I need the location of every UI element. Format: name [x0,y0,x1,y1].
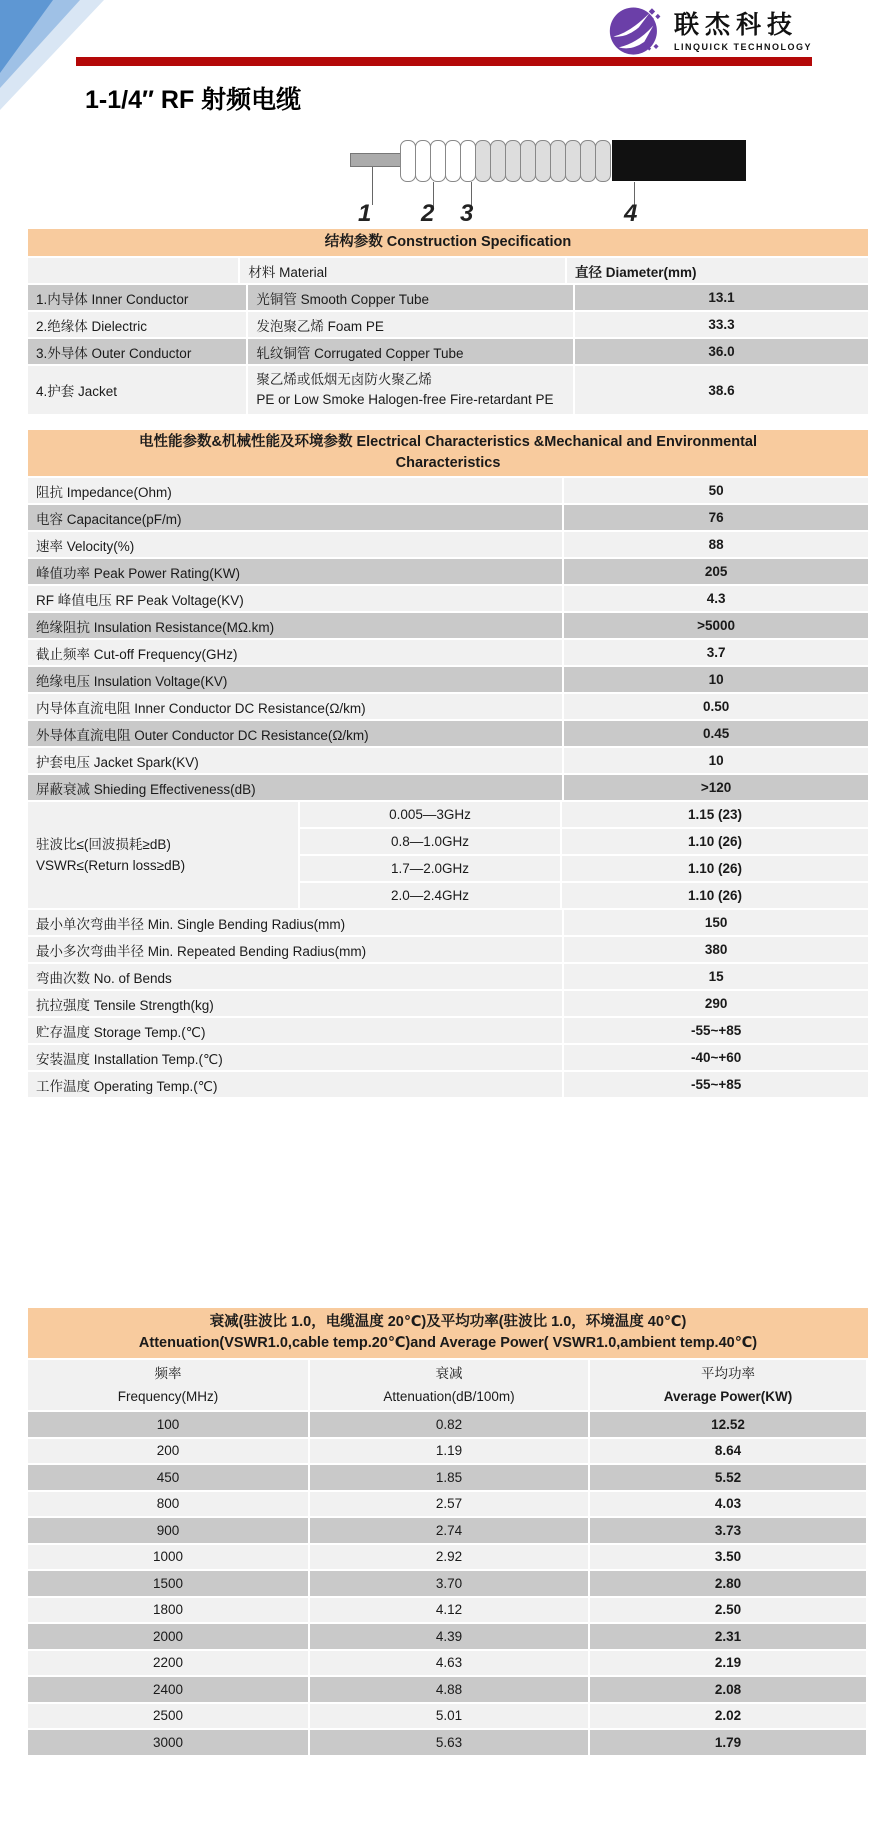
table-row [28,694,868,719]
table-row [28,1412,868,1437]
column-header-attenuation-cn: 衰减 [435,1366,463,1381]
outer-conductor-segment [535,140,551,182]
vswr-section [28,802,868,908]
cell-frequency-range: 2.0—2.4GHz [300,883,560,908]
cell-material: 发泡聚乙烯 Foam PE [248,312,573,337]
cell-frequency: 1800 [28,1598,308,1623]
table-row [28,775,868,800]
cell-component-name: 1.内导体 Inner Conductor [28,285,246,310]
vswr-label-line2: VSWR≤(Return loss≥dB) [36,858,186,873]
cell-parameter-value: 88 [564,532,868,557]
table-row [28,505,868,530]
cell-material: 轧纹铜管 Corrugated Copper Tube [248,339,573,364]
cell-vswr-value: 1.15 (23) [562,802,868,827]
table-row [28,910,868,935]
cell-attenuation: 1.19 [310,1439,588,1464]
attenuation-table-header [28,1308,868,1358]
vswr-label-line1: 驻波比≤(回波损耗≥dB) [36,837,171,852]
column-header-attenuation [310,1360,588,1410]
cell-average-power: 5.52 [590,1465,866,1490]
vswr-rows [300,802,868,908]
cell-parameter-label: 屏蔽衰减 Shieding Effectiveness(dB) [28,775,562,800]
cell-parameter-label: 峰值功率 Peak Power Rating(KW) [28,559,562,584]
column-header-average-power [590,1360,866,1410]
column-header-material: 材料 Material [240,258,565,283]
cell-parameter-value: -40~+60 [564,1045,868,1070]
cell-average-power: 2.80 [590,1571,866,1596]
company-name-cn: 联杰科技 [674,10,799,39]
attenuation-table-title-line1: 衰减(驻波比 1.0，电缆温度 20℃)及平均功率(驻波比 1.0，环境温度 40℃) [209,1314,687,1330]
cell-parameter-label: 弯曲次数 No. of Bends [28,964,562,989]
cell-attenuation: 4.88 [310,1677,588,1702]
cell-parameter-value: -55~+85 [564,1018,868,1043]
cell-vswr-value: 1.10 (26) [562,883,868,908]
cell-average-power: 2.31 [590,1624,866,1649]
table-row [28,258,868,283]
cell-frequency-range: 1.7—2.0GHz [300,856,560,881]
table-row [28,640,868,665]
cell-average-power: 3.50 [590,1545,866,1570]
cell-average-power: 12.52 [590,1412,866,1437]
cell-parameter-value: 0.45 [564,721,868,746]
table-row [28,1018,868,1043]
cell-parameter-value: 10 [564,748,868,773]
column-header-frequency-en: Frequency(MHz) [117,1389,219,1404]
cell-average-power: 2.50 [590,1598,866,1623]
cell-attenuation: 2.57 [310,1492,588,1517]
cell-frequency: 2200 [28,1651,308,1676]
dielectric-segment [460,140,476,182]
column-header-frequency [28,1360,308,1410]
table-row [28,613,868,638]
table-row [28,366,868,414]
table-row [28,991,868,1016]
cell-component-name: 4.护套 Jacket [28,366,246,414]
cell-average-power: 4.03 [590,1492,866,1517]
cell-frequency: 200 [28,1439,308,1464]
cell-diameter-value: 36.0 [575,339,868,364]
material-line-cn: 聚乙烯或低烟无卤防火聚乙烯 [256,372,432,387]
table-row [28,559,868,584]
cell-parameter-value: 50 [564,478,868,503]
table-row [28,721,868,746]
cell-parameter-value: >5000 [564,613,868,638]
cell-average-power: 3.73 [590,1518,866,1543]
construction-table [28,229,868,414]
diagram-number: 3 [460,200,474,227]
cell-frequency: 900 [28,1518,308,1543]
outer-conductor-segment [520,140,536,182]
table-row [28,1465,868,1490]
cell-parameter-label: 工作温度 Operating Temp.(℃) [28,1072,562,1097]
column-header-attenuation-en: Attenuation(dB/100m) [383,1389,515,1404]
diagram-number: 1 [358,200,372,227]
table-row [28,478,868,503]
table-row [28,339,868,364]
table-row [28,964,868,989]
cell-attenuation: 4.12 [310,1598,588,1623]
cell-average-power: 8.64 [590,1439,866,1464]
construction-table-title: 结构参数 Construction Specification [324,234,572,250]
cell-attenuation: 3.70 [310,1571,588,1596]
company-logo-icon [608,2,666,60]
outer-conductor-segment [595,140,611,182]
page-title: 1-1/4″ RF 射频电缆 [85,86,302,114]
dielectric-segment [400,140,416,182]
cell-component-name: 3.外导体 Outer Conductor [28,339,246,364]
cell-parameter-value: 15 [564,964,868,989]
table-row [28,748,868,773]
empty-header-cell [28,258,238,283]
header-divider-bar [76,57,812,66]
callout-line [372,167,373,205]
cell-diameter-value: 33.3 [575,312,868,337]
table-row [28,1598,868,1623]
cell-parameter-label: 内导体直流电阻 Inner Conductor DC Resistance(Ω/km) [28,694,562,719]
cell-parameter-label: 速率 Velocity(%) [28,532,562,557]
cell-parameter-label: RF 峰值电压 RF Peak Voltage(KV) [28,586,562,611]
cell-diameter-value: 13.1 [575,285,868,310]
cell-component-name: 2.绝缘体 Dielectric [28,312,246,337]
cell-parameter-value: 3.7 [564,640,868,665]
cell-diameter-value: 38.6 [575,366,868,414]
electrical-table-header [28,430,868,476]
outer-conductor-segment [505,140,521,182]
cell-material-lines [256,366,553,414]
cell-vswr-value: 1.10 (26) [562,856,868,881]
cable-diagram [340,138,760,233]
dielectric-segment [430,140,446,182]
cell-parameter-label: 绝缘阻抗 Insulation Resistance(MΩ.km) [28,613,562,638]
table-row [28,532,868,557]
table-row [28,1045,868,1070]
table-row [28,1677,868,1702]
material-line-en: PE or Low Smoke Halogen-free Fire-retardant PE [256,392,554,407]
cell-parameter-value: 76 [564,505,868,530]
vswr-sub-row [300,802,868,827]
vswr-sub-row [300,883,868,908]
outer-conductor-segment [565,140,581,182]
cell-parameter-label: 绝缘电压 Insulation Voltage(KV) [28,667,562,692]
cell-frequency: 1000 [28,1545,308,1570]
table-row [28,1545,868,1570]
outer-conductor-segment [580,140,596,182]
electrical-table-body-2 [28,910,868,1097]
column-header-diameter: 直径 Diameter(mm) [567,258,868,283]
dielectric-segment [445,140,461,182]
cell-parameter-value: 150 [564,910,868,935]
cell-material [248,366,573,414]
column-header-average-power-en: Average Power(KW) [663,1389,793,1404]
table-row [28,1571,868,1596]
cell-parameter-value: 4.3 [564,586,868,611]
vswr-sub-row [300,856,868,881]
outer-conductor-segment [475,140,491,182]
cell-parameter-label: 贮存温度 Storage Temp.(℃) [28,1018,562,1043]
cell-frequency: 1500 [28,1571,308,1596]
table-row [28,1651,868,1676]
electrical-table-title-line2: Characteristics [395,455,501,471]
attenuation-table-title-line2: Attenuation(VSWR1.0,cable temp.20℃)and Average Power( VSWR1.0,ambient temp.40℃) [138,1335,758,1351]
cell-frequency: 800 [28,1492,308,1517]
cell-parameter-value: 380 [564,937,868,962]
table-row [28,586,868,611]
column-header-frequency-cn: 频率 [154,1366,182,1381]
cell-parameter-label: 电容 Capacitance(pF/m) [28,505,562,530]
table-row [28,1624,868,1649]
cell-average-power: 2.08 [590,1677,866,1702]
construction-table-body [28,285,868,414]
cell-parameter-label: 抗拉强度 Tensile Strength(kg) [28,991,562,1016]
cell-attenuation: 5.01 [310,1704,588,1729]
company-name-en: LINQUICK TECHNOLOGY [674,41,812,52]
attenuation-table-body [28,1412,868,1755]
cell-parameter-label: 截止频率 Cut-off Frequency(GHz) [28,640,562,665]
cell-frequency-range: 0.8—1.0GHz [300,829,560,854]
table-row [28,1360,868,1410]
table-row [28,1492,868,1517]
cell-frequency: 2400 [28,1677,308,1702]
dielectric-segment [415,140,431,182]
cell-attenuation: 1.85 [310,1465,588,1490]
table-row [28,1730,868,1755]
cell-parameter-label: 护套电压 Jacket Spark(KV) [28,748,562,773]
electrical-table [28,430,868,1097]
cell-parameter-label: 安装温度 Installation Temp.(℃) [28,1045,562,1070]
diagram-number: 4 [624,200,638,227]
diagram-number: 2 [421,200,435,227]
cell-attenuation: 5.63 [310,1730,588,1755]
cell-attenuation: 4.39 [310,1624,588,1649]
outer-conductor-segment [490,140,506,182]
electrical-table-title-line1: 电性能参数&机械性能及环境参数 Electrical Characteristics &Mechanical and Environmental [138,434,757,450]
table-row [28,1704,868,1729]
cell-attenuation: 2.92 [310,1545,588,1570]
cell-parameter-label: 阻抗 Impedance(Ohm) [28,478,562,503]
cell-parameter-value: -55~+85 [564,1072,868,1097]
electrical-table-body [28,478,868,800]
cell-material: 光铜管 Smooth Copper Tube [248,285,573,310]
column-header-average-power-cn: 平均功率 [701,1366,755,1381]
cell-vswr-value: 1.10 (26) [562,829,868,854]
construction-table-header [28,229,868,256]
cell-frequency: 2000 [28,1624,308,1649]
cell-attenuation: 4.63 [310,1651,588,1676]
cell-average-power: 2.19 [590,1651,866,1676]
cell-parameter-label: 外导体直流电阻 Outer Conductor DC Resistance(Ω/km) [28,721,562,746]
cell-frequency: 100 [28,1412,308,1437]
cell-attenuation: 2.74 [310,1518,588,1543]
cell-parameter-value: >120 [564,775,868,800]
vswr-label-cell [28,802,298,908]
outer-conductor-segment [550,140,566,182]
cell-parameter-value: 290 [564,991,868,1016]
table-row [28,667,868,692]
cell-frequency: 3000 [28,1730,308,1755]
company-logo [608,2,812,60]
cell-attenuation: 0.82 [310,1412,588,1437]
cell-parameter-label: 最小多次弯曲半径 Min. Repeated Bending Radius(mm) [28,937,562,962]
cell-frequency-range: 0.005—3GHz [300,802,560,827]
vswr-sub-row [300,829,868,854]
cell-parameter-label: 最小单次弯曲半径 Min. Single Bending Radius(mm) [28,910,562,935]
cell-average-power: 1.79 [590,1730,866,1755]
table-row [28,1072,868,1097]
table-row [28,1518,868,1543]
attenuation-table [28,1308,868,1755]
cell-parameter-value: 205 [564,559,868,584]
table-row [28,312,868,337]
jacket-graphic [612,140,746,181]
cell-average-power: 2.02 [590,1704,866,1729]
cell-parameter-value: 0.50 [564,694,868,719]
table-row [28,285,868,310]
table-row [28,1439,868,1464]
table-row [28,937,868,962]
cell-frequency: 2500 [28,1704,308,1729]
cell-parameter-value: 10 [564,667,868,692]
cell-frequency: 450 [28,1465,308,1490]
